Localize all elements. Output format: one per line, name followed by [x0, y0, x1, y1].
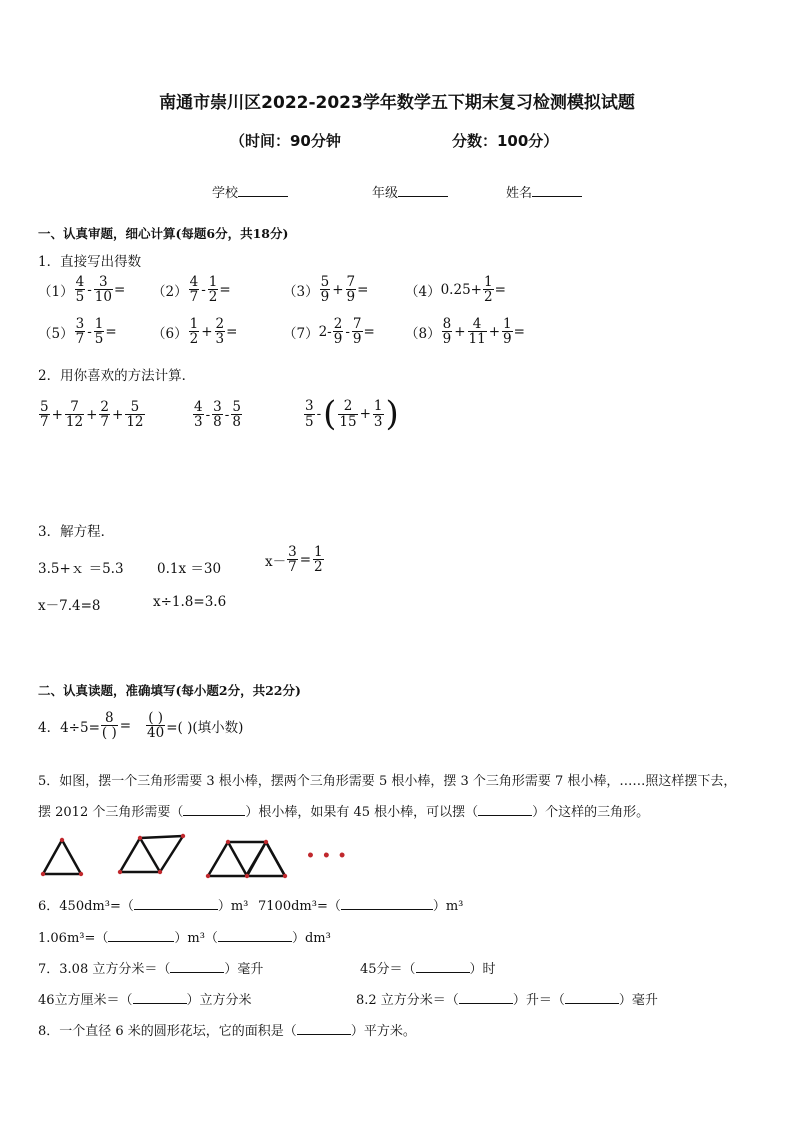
q8-line: 8．一个直径 6 米的圆形花坛，它的面积是（ ）平方米。 [38, 1024, 416, 1039]
q2-prompt: 2．用你喜欢的方法计算． [38, 368, 196, 384]
grade-label: 年级 [372, 186, 399, 201]
q1-prompt: 1．直接写出得数 [38, 254, 142, 270]
continuation-dots: • • • [306, 848, 348, 864]
q1-item-8: （8） $\frac{8}{9}$ + $\frac{4}{11}$ + $\frac{1}{9}$ = [405, 316, 525, 348]
q1-item-5: （5） $\frac{3}{7}$ - $\frac{1}{5}$ = [38, 316, 117, 348]
q3-equation-2: 0.1x ＝30 [157, 561, 222, 577]
q3-equation-3: x－ $\frac{3}{7}$ = $\frac{1}{2}$ [265, 544, 323, 576]
name-field [506, 182, 582, 201]
triangle-one [43, 840, 81, 874]
q2-expression-3: $\frac{3}{5}$ - ( $\frac{2}{15}$ + $\frac{1}{3}$ ) [305, 394, 399, 434]
q5-blank-1[interactable] [183, 803, 245, 816]
q7-blank-1[interactable] [170, 960, 224, 973]
q7-line-1b: 45分＝（ ）时 [360, 962, 496, 977]
q6-line-2: 1.06m³=（ ）m³（ ）dm³ [38, 931, 331, 946]
exam-time: （时间：90分钟 [230, 132, 341, 150]
q1-item-4: （4） 0.25+ $\frac{1}{2}$ = [405, 274, 506, 306]
section1-heading: 一、认真审题，细心计算(每题6分，共18分) [38, 226, 289, 241]
section2-heading: 二、认真读题，准确填写(每小题2分，共22分) [38, 683, 301, 698]
q6-blank-1[interactable] [134, 897, 218, 910]
q3-equation-4: x－7.4=8 [38, 598, 101, 614]
q5-line-1: 5．如图，摆一个三角形需要 3 根小棒，摆两个三角形需要 5 根小棒，摆 3 个三角形需要 7 根小棒，……照这样摆下去， [38, 774, 737, 789]
q8-blank[interactable] [297, 1022, 351, 1035]
q6-blank-2[interactable] [341, 897, 433, 910]
triangles-two [120, 836, 183, 872]
q6-line-1b: 7100dm³=（ ）m³ [258, 899, 464, 914]
q7-line-2b: 8.2 立方分米＝（ ）升＝（ ）毫升 [356, 993, 658, 1008]
q7-blank-5[interactable] [565, 991, 619, 1004]
q6-blank-3[interactable] [108, 929, 174, 942]
q1-item-7: （7） 2- $\frac{2}{9}$ - $\frac{7}{9}$ = [283, 316, 375, 348]
q6-line-1a: 6．450dm³=（ ）m³ [38, 899, 249, 914]
q3-equation-5: x÷1.8=3.6 [153, 594, 227, 610]
exam-score: 分数：100分） [452, 132, 559, 150]
q7-blank-3[interactable] [133, 991, 187, 1004]
q3-prompt: 3．解方程． [38, 524, 115, 540]
name-blank[interactable] [532, 184, 582, 197]
q7-line-1a: 7．3.08 立方分米＝（ ）毫升 [38, 962, 264, 977]
school-label: 学校 [212, 186, 239, 201]
page-title: 南通市崇川区2022-2023学年数学五下期末复习检测模拟试题 [159, 93, 635, 113]
triangle-sticks-figure [36, 832, 346, 882]
q7-blank-2[interactable] [416, 960, 470, 973]
q2-expression-2: $\frac{4}{3}$ - $\frac{3}{8}$ - $\frac{5}{8}$ [194, 399, 241, 431]
triangles-three [208, 842, 285, 876]
q3-equation-1: 3.5+ｘ ＝5.3 [38, 561, 124, 577]
name-label: 姓名 [506, 186, 533, 201]
school-blank[interactable] [238, 184, 288, 197]
q1-item-3: （3） $\frac{5}{9}$ + $\frac{7}{9}$ = [283, 274, 369, 306]
q2-expression-1: $\frac{5}{7}$ + $\frac{7}{12}$ + $\frac{2}{7}$ + $\frac{5}{12}$ [40, 399, 144, 431]
q1-item-1: （1） $\frac{4}{5}$ - $\frac{3}{10}$ = [38, 274, 126, 306]
q5-blank-2[interactable] [478, 803, 532, 816]
q7-blank-4[interactable] [459, 991, 513, 1004]
q7-line-2a: 46立方厘米＝（ ）立方分米 [38, 993, 252, 1008]
grade-field [372, 182, 448, 201]
school-field [212, 182, 288, 201]
grade-blank[interactable] [398, 184, 448, 197]
q5-line-2: 摆 2012 个三角形需要（ ）根小棒，如果有 45 根小棒，可以摆（ ）个这样的三角形。 [38, 805, 650, 820]
q1-item-6: （6） $\frac{1}{2}$ + $\frac{2}{3}$ = [152, 316, 238, 348]
q1-item-2: （2） $\frac{4}{7}$ - $\frac{1}{2}$ = [152, 274, 231, 306]
q6-blank-4[interactable] [218, 929, 292, 942]
q4-expression: 4．4÷5= $\frac{8}{( )}$ = $\frac{( )}{40}$ =( )(填小数) [38, 710, 244, 742]
